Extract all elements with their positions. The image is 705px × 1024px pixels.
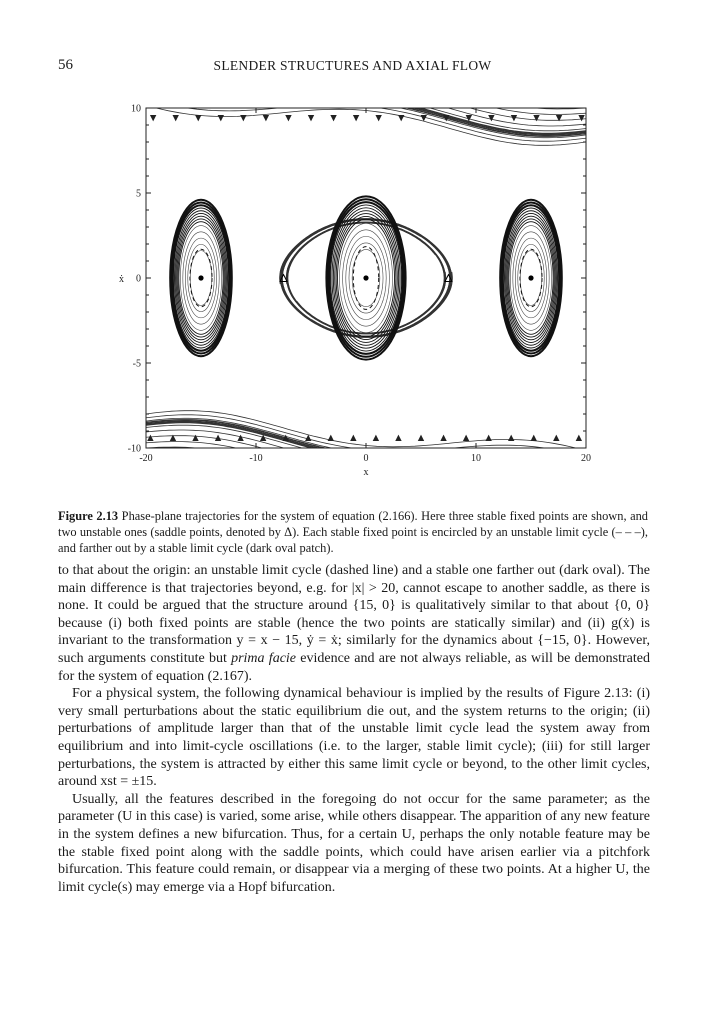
- arrow-head: [237, 435, 243, 441]
- stable-fixed-point: [363, 275, 368, 280]
- trajectory: [552, 98, 608, 100]
- arrow-head: [398, 115, 404, 121]
- arrow-head: [350, 435, 356, 441]
- stable-fixed-point: [528, 275, 533, 280]
- trajectory: [124, 100, 608, 146]
- paragraph: For a physical system, the following dynamical behaviour is implied by the results of Figure 2.13: (i) very small perturbations about the static equilibrium die out, and the system returns to the origin; (ii) perturbations of amplitude larger than that of the unstable limit cycle lead the system away from equilibrium and into limit-cycle oscillations (i.e. to the larger, stable limit cycle); (iii) for still larger perturbations, the system is attracted by either this same limit cycle or beyond, to the other limit cycles, around xst = ±15.: [58, 686, 650, 790]
- arrow-head: [533, 115, 539, 121]
- arrow-head: [215, 435, 221, 441]
- trajectory: [575, 98, 608, 100]
- arrow-head: [240, 115, 246, 121]
- arrow-head: [418, 435, 424, 441]
- trajectory: [169, 100, 608, 138]
- trajectory: [350, 100, 609, 137]
- paragraph: Usually, all the features described in the foregoing do not occur for the same parameter; as the parameter (U in this case) is varied, some arise, while others disappear. The apparition of any new feature in the system defines a new bifurcation. Thus, for a certain U, perhaps the only notable feature may be the stable fixed point along with the saddle points, which could have arisen earlier via a pitchfork bifurcation. This feature could remain, or disappear via a merging of these two points. At a higher U, the limit cycle(s) may emerge via a Hopf bifurcation.: [58, 791, 650, 895]
- arrow-head: [373, 435, 379, 441]
- phase-portrait-figure: [118, 96, 608, 478]
- emphasis: prima facie: [231, 650, 297, 666]
- stable-fixed-point: [198, 275, 203, 280]
- figure-caption: [58, 508, 648, 556]
- running-title: SLENDER STRUCTURES AND AXIAL FLOW: [213, 58, 492, 73]
- arrow-head: [508, 435, 514, 441]
- fixed-point-layer: [198, 275, 533, 282]
- arrow-head: [173, 115, 179, 121]
- y-tick-label: 5: [136, 188, 141, 200]
- x-tick-label: 10: [471, 453, 481, 464]
- arrow-head: [285, 115, 291, 121]
- arrow-head: [463, 435, 469, 441]
- trajectory: [122, 420, 382, 457]
- arrow-head: [263, 115, 269, 121]
- trajectory: [123, 457, 135, 458]
- trajectory: [123, 411, 608, 457]
- arrow-head: [195, 115, 201, 121]
- arrow-head: [395, 435, 401, 441]
- x-tick-label: -10: [249, 453, 263, 464]
- figure-label: Figure 2.13: [58, 509, 119, 523]
- arrow-head: [308, 115, 314, 121]
- y-tick-label: -5: [132, 358, 141, 370]
- arrow-head: [578, 115, 584, 121]
- y-axis-label: ẋ: [119, 274, 124, 285]
- arrow-head: [531, 435, 537, 441]
- arrow-head: [218, 115, 224, 121]
- arrow-head: [330, 115, 336, 121]
- trajectory: [214, 96, 608, 134]
- arrow-head: [147, 435, 153, 441]
- arrow-head: [511, 115, 517, 121]
- body-text: [58, 562, 650, 896]
- y-tick-label: -10: [127, 443, 141, 455]
- x-tick-label: 20: [581, 453, 591, 464]
- arrow-head: [150, 115, 156, 121]
- trajectory: [507, 100, 608, 105]
- trajectory: [598, 99, 609, 100]
- arrow-head: [440, 435, 446, 441]
- arrow-head: [192, 435, 198, 441]
- trajectory: [530, 99, 608, 101]
- arrow-head: [488, 115, 494, 121]
- y-tick-label: 0: [136, 273, 141, 285]
- arrow-head: [328, 435, 334, 441]
- x-tick-label: 0: [363, 453, 369, 464]
- trajectory: [122, 455, 202, 457]
- axis-ticks: [128, 104, 591, 465]
- arrow-head: [485, 435, 491, 441]
- arrow-head: [553, 435, 559, 441]
- caption-text: Phase-plane trajectories for the system of equation (2.166). Here three stable fixed points are shown, and two unstable ones (saddle points, denoted by Δ). Each stable fixed point is encircled by an unstable limit cycle (– – –), and farther out by a stable limit cycle (dark oval patch).: [58, 509, 648, 555]
- trajectory: [124, 422, 518, 460]
- paragraph: to that about the origin: an unstable limit cycle (dashed line) and a stable one farther out (dark oval). The main difference is that trajectories beyond, e.g. for |x| > 20, cannot escape to another saddle, as there is none. It could be argued that the structure around {15, 0} is qualitatively similar to that about {0, 0} because (i) both fixed points are stable (hence the two points are statically similar) and (ii) g(ẋ) is invariant to the transformation y = x − 15, ẏ = ẋ; similarly for the dynamics about {−15, 0}. However, such arguments constitute but prima facie evidence and are not always reliable, as will be demonstrated for the system of equation (2.167).: [58, 563, 650, 684]
- arrow-head: [375, 115, 381, 121]
- arrow-head: [576, 435, 582, 441]
- page-number: 56: [58, 57, 73, 73]
- trajectory: [120, 418, 563, 456]
- x-tick-label: -20: [139, 453, 153, 464]
- arrow-head: [353, 115, 359, 121]
- x-axis-label: x: [363, 467, 369, 478]
- y-tick-label: 10: [131, 103, 141, 115]
